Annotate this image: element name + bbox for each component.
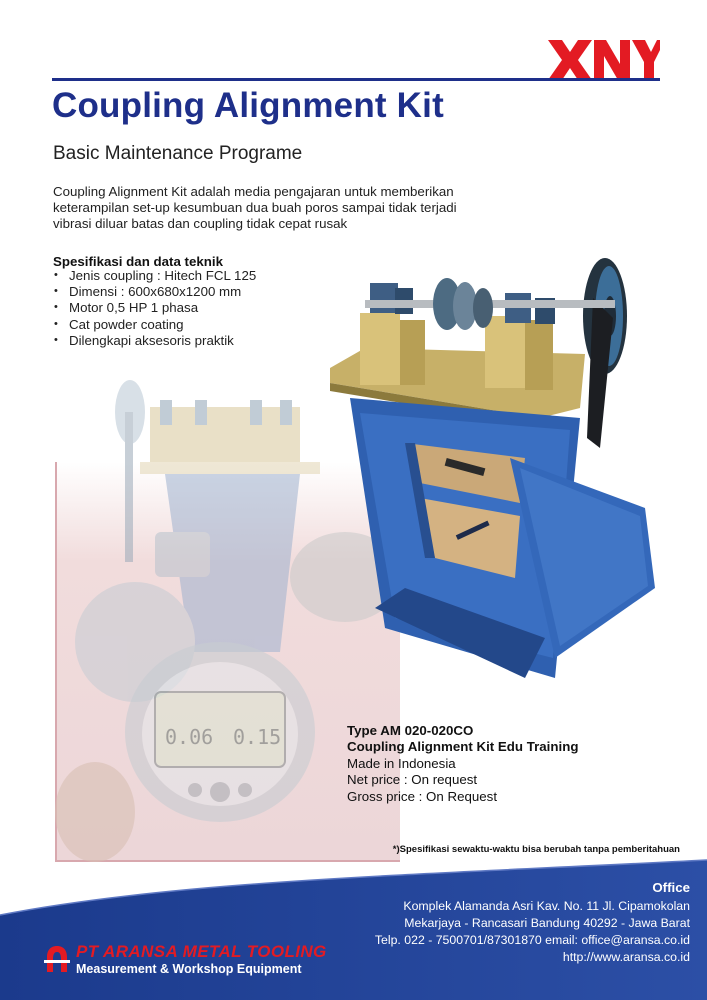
office-website[interactable]: http://www.aransa.co.id bbox=[562, 950, 690, 964]
spec-heading: Spesifikasi dan data teknik bbox=[53, 254, 223, 269]
page-subtitle: Basic Maintenance Programe bbox=[53, 143, 303, 164]
spec-item: • Cat powder coating bbox=[53, 317, 256, 333]
product-type: Type AM 020-020CO bbox=[347, 723, 474, 738]
product-origin: Made in Indonesia bbox=[347, 755, 456, 771]
spec-list bbox=[53, 268, 256, 349]
product-gross-price: Gross price : On Request bbox=[347, 788, 498, 804]
product-info bbox=[347, 723, 578, 805]
company-logo-icon bbox=[44, 944, 70, 974]
page-title: Coupling Alignment Kit bbox=[52, 86, 444, 125]
spec-item: • Jenis coupling : Hitech FCL 125 bbox=[53, 268, 256, 284]
svg-text:0.15: 0.15 bbox=[233, 725, 282, 749]
office-label: Office bbox=[652, 880, 690, 895]
office-contact bbox=[375, 879, 690, 966]
svg-text:0.06: 0.06 bbox=[165, 725, 214, 749]
office-contact-line[interactable]: Telp. 022 - 7500701/87301870 email: office@aransa.co.id bbox=[374, 933, 690, 947]
spec-item: • Dimensi : 600x680x1200 mm bbox=[53, 284, 256, 300]
product-net-price: Net price : On request bbox=[347, 772, 478, 788]
machine-photo bbox=[325, 258, 670, 698]
spec-item: • Motor 0,5 HP 1 phasa bbox=[53, 300, 256, 316]
spec-item: • Dilengkapi aksesoris praktik bbox=[53, 333, 256, 349]
header-rule bbox=[52, 78, 660, 81]
company-tagline: Measurement & Workshop Equipment bbox=[76, 962, 302, 976]
office-address-line1: Komplek Alamanda Asri Kav. No. 11 Jl. Cipamokolan bbox=[403, 899, 690, 913]
product-name: Coupling Alignment Kit Edu Training bbox=[347, 739, 579, 755]
intro-paragraph: Coupling Alignment Kit adalah media pengajaran untuk memberikan keterampilan set-up kesumbuan dua buah poros sampai tidak terjadi vibrasi diluar batas dan coupling tidak cepat rusak bbox=[53, 184, 457, 231]
office-address-line2: Mekarjaya - Rancasari Bandung 40292 - Jawa Barat bbox=[404, 916, 690, 930]
company-name: PT ARANSA METAL TOOLING bbox=[76, 942, 327, 961]
disclaimer-note: *)Spesifikasi sewaktu-waktu bisa berubah tanpa pemberitahuan bbox=[392, 844, 680, 855]
brand-logo-icon bbox=[548, 40, 660, 80]
